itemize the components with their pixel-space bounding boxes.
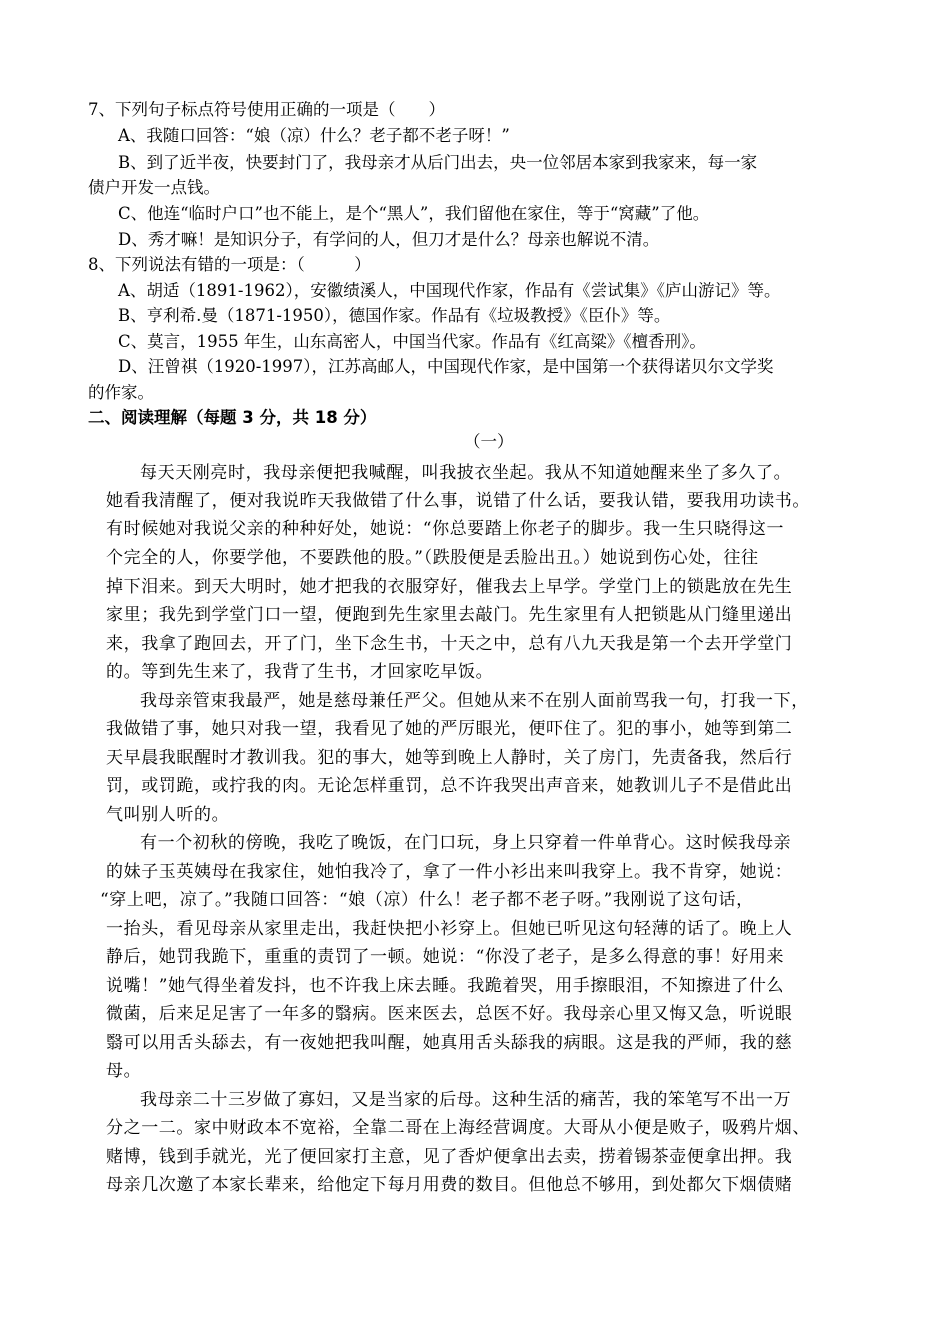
passage-line: “穿上吧，凉了。”我随口回答：“娘（凉）什么！老子都不老子呀。”我刚说了这句话， — [100, 890, 754, 910]
passage-line: 我母亲管束我最严，她是慈母兼任严父。但她从来不在别人面前骂我一句，打我一下， — [140, 691, 809, 711]
passage-line: 的。等到先生来了，我背了生书，才回家吃早饭。 — [106, 662, 494, 682]
passage-line: 我母亲二十三岁做了寡妇，又是当家的后母。这种生活的痛苦，我的笨笔写不出一万 — [140, 1090, 792, 1110]
passage-line: 气叫别人听的。 — [106, 805, 230, 825]
passage-line: 赌博，钱到手就光，光了便回家打主意，见了香炉便拿出去卖，捞着锡茶壶便拿出押。我 — [106, 1147, 793, 1167]
passage-line: 母。 — [106, 1061, 142, 1081]
passage-line: 微菌，后来足足害了一年多的翳病。医来医去，总医不好。我母亲心里又悔又急，听说眼 — [106, 1004, 793, 1024]
passage-line: 分之一二。家中财政本不宽裕，全靠二哥在上海经营调度。大哥从小便是败子，吸鸦片烟、 — [106, 1118, 810, 1138]
passage-line: 每天天刚亮时，我母亲便把我喊醒，叫我披衣坐起。我从不知道她醒来坐了多久了。 — [140, 463, 792, 483]
passage-line: 静后，她罚我跪下，重重的责罚了一顿。她说：“你没了老子，是多么得意的事！好用来 — [106, 947, 785, 967]
passage-line: 有一个初秋的傍晚，我吃了晚饭，在门口玩，身上只穿着一件单背心。这时候我母亲 — [140, 833, 792, 853]
passage-line: 家里；我先到学堂门口一望，便跑到先生家里去敲门。先生家里有人把锁匙从门缝里递出 — [106, 605, 793, 625]
question-7-option-a: A、我随口回答：“娘（凉）什么？老子都不老子呀！” — [118, 126, 510, 145]
passage-line: 母亲几次邀了本家长辈来，给他定下每月用费的数目。但他总不够用，到处都欠下烟债赌 — [106, 1175, 793, 1195]
section-title: 二、阅读理解（每题 3 分，共 18 分） — [88, 408, 377, 427]
question-8-option-a: A、胡适（1891-1962），安徽绩溪人，中国现代作家，作品有《尝试集》《庐山游记》等。 — [118, 281, 781, 300]
question-7-option-b-continued: 债户开发一点钱。 — [88, 178, 220, 197]
passage-line: 的妹子玉英姨母在我家住，她怕我冷了，拿了一件小衫出来叫我穿上。我不肯穿，她说： — [106, 862, 793, 882]
question-7-stem: 7、下列句子标点符号使用正确的一项是（ ） — [88, 100, 445, 119]
question-8-option-d-continued: 的作家。 — [88, 383, 154, 402]
passage-line: 一抬头，看见母亲从家里走出，我赶快把小衫穿上。但她已听见这句轻薄的话了。晚上人 — [106, 919, 793, 939]
question-8-stem: 8、下列说法有错的一项是：（ ） — [88, 255, 371, 274]
passage-line: 天早晨我眠醒时才教训我。犯的事大，她等到晚上人静时，关了房门，先责备我，然后行 — [106, 748, 793, 768]
passage-line: 她看我清醒了，便对我说昨天我做错了什么事，说错了什么话，要我认错，要我用功读书。 — [106, 491, 810, 511]
question-8-option-d: D、汪曾祺（1920-1997），江苏高邮人，中国现代作家，是中国第一个获得诺贝尔文学奖 — [118, 357, 774, 376]
question-7-option-c: C、他连“临时户口”也不能上，是个“黑人”，我们留他在家住，等于“窝藏”了他。 — [118, 204, 710, 223]
passage-line: 翳可以用舌头舔去，有一夜她把我叫醒，她真用舌头舔我的病眼。这是我的严师，我的慈 — [106, 1033, 793, 1053]
question-8-option-b: B、亨利希.曼（1871-1950），德国作家。作品有《垃圾教授》《臣仆》等。 — [118, 306, 671, 325]
question-8-option-c: C、莫言，1955 年生，山东高密人，中国当代家。作品有《红高粱》《檀香刑》。 — [118, 332, 706, 351]
passage-line: 来，我拿了跑回去，开了门，坐下念生书，十天之中，总有八九天我是第一个去开学堂门 — [106, 634, 793, 654]
passage-line: 有时候她对我说父亲的种种好处，她说：“你总要踏上你老子的脚步。我一生只晓得这一 — [106, 519, 785, 539]
passage-line: 个完全的人，你要学他，不要跌他的股。”（跌股便是丢脸出丑。）她说到伤心处，往往 — [106, 548, 759, 568]
passage-line: 罚，或罚跪，或拧我的肉。无论怎样重罚，总不许我哭出声音来，她教训儿子不是借此出 — [106, 776, 793, 796]
passage-line: 掉下泪来。到天大明时，她才把我的衣服穿好，催我去上早学。学堂门上的锁匙放在先生 — [106, 577, 793, 597]
question-7-option-d: D、秀才嘛！是知识分子，有学问的人，但刀才是什么？母亲也解说不清。 — [118, 230, 660, 249]
passage-line: 我做错了事，她只对我一望，我看见了她的严厉眼光，便吓住了。犯的事小，她等到第二 — [106, 719, 793, 739]
passage-label: （一） — [464, 432, 514, 451]
passage-line: 说嘴！”她气得坐着发抖，也不许我上床去睡。我跪着哭，用手擦眼泪，不知擦进了什么 — [106, 976, 785, 996]
question-7-option-b: B、到了近半夜，快要封门了，我母亲才从后门出去，央一位邻居本家到我家来，每一家 — [118, 153, 758, 172]
